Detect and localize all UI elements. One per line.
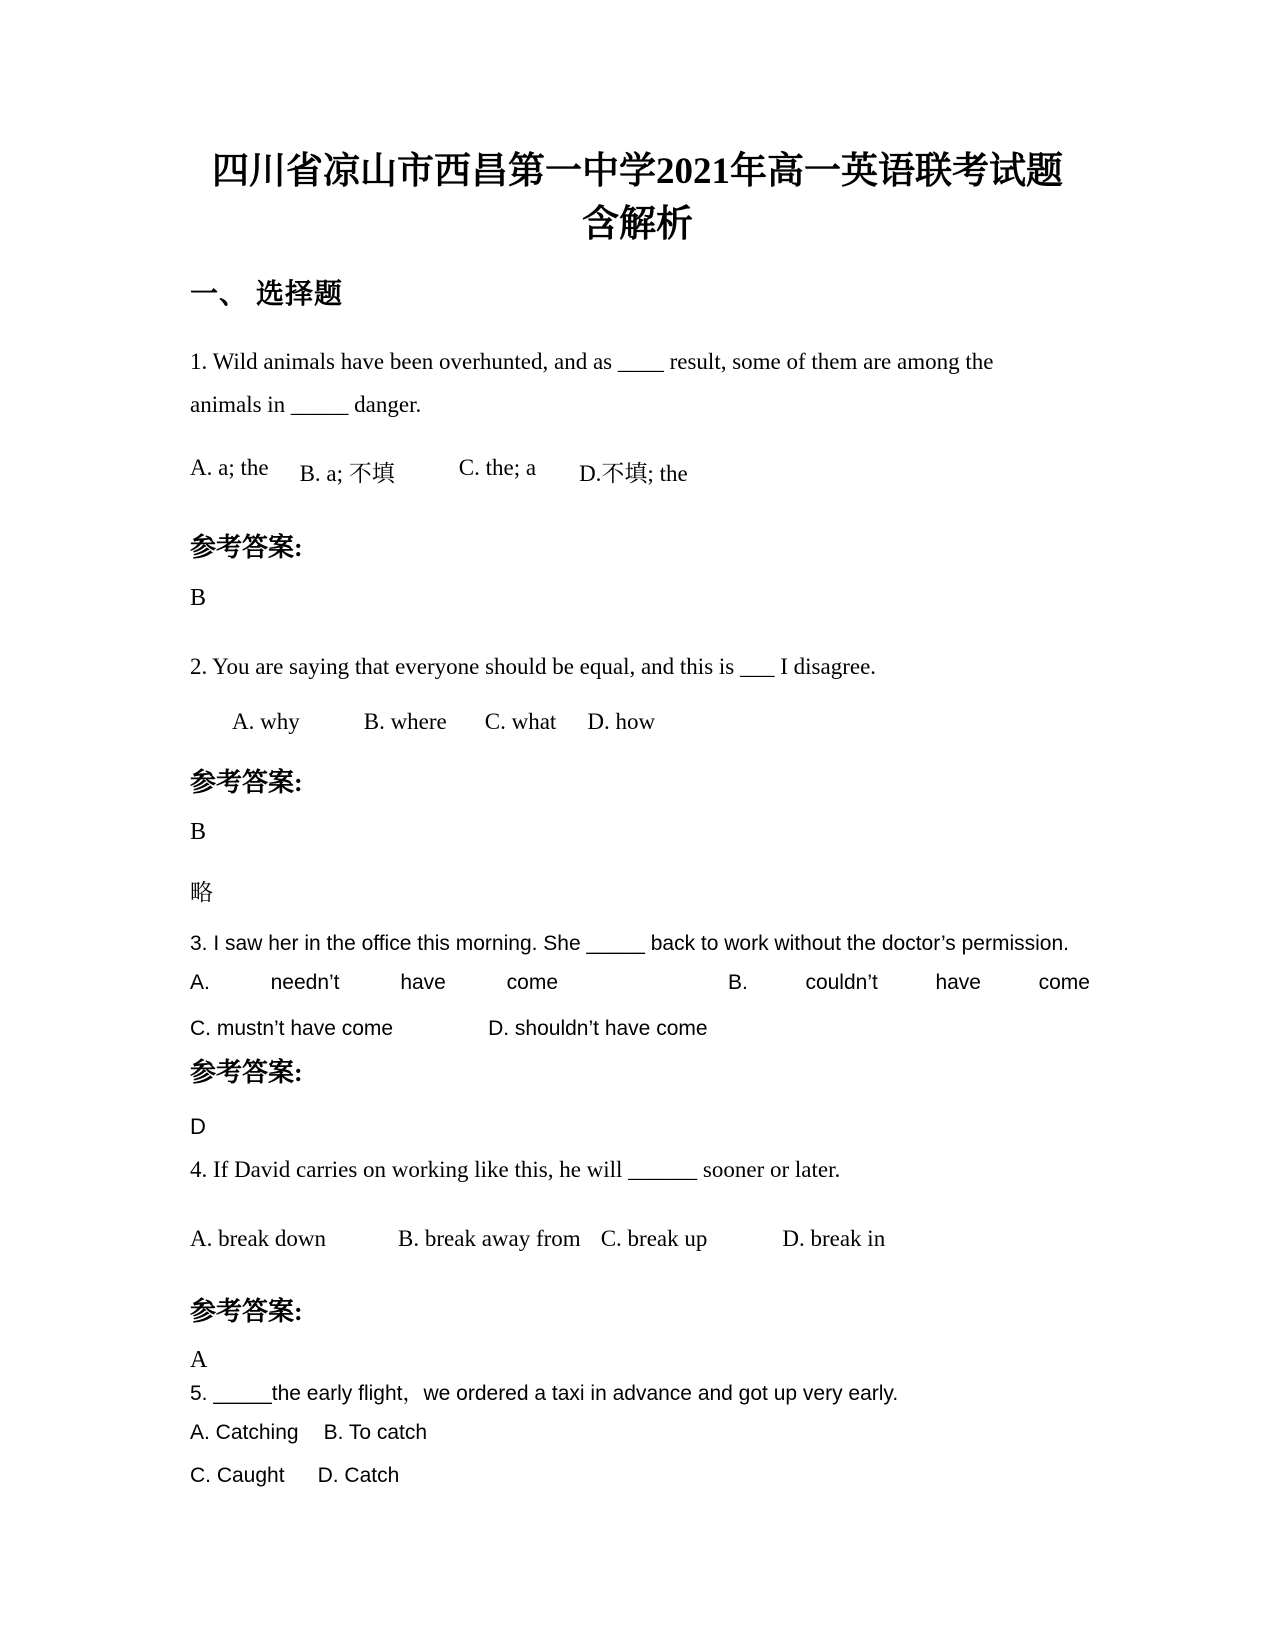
question-2-option-b: B. where [363, 709, 447, 734]
question-3-option-a [190, 971, 558, 995]
question-3-option-c: C. mustn’t have come [190, 1017, 394, 1040]
exam-title-line1: 四川省凉山市西昌第一中学2021年高一英语联考试题 [212, 151, 1063, 192]
question-5-options-row2 [190, 1464, 399, 1488]
option-word: come [1038, 971, 1090, 994]
question-1-option-a: A. a; the [190, 455, 269, 480]
question-2-options [232, 709, 655, 735]
section-heading: 一、 选择题 [190, 279, 344, 310]
question-1-options [190, 455, 688, 488]
question-4-option-a: A. break down [190, 1226, 327, 1251]
question-4-option-d: D. break in [782, 1226, 886, 1251]
answer-label-2: 参考答案: [190, 768, 303, 797]
question-1-option-b: B. a; 不填 [299, 461, 395, 486]
option-word: come [506, 971, 558, 994]
option-word: have [400, 971, 446, 994]
question-3-option-b [728, 971, 1090, 995]
question-5-option-c: C. Caught [190, 1464, 285, 1487]
question-5-option-b: B. To catch [323, 1421, 428, 1444]
question-5-options-row1 [190, 1421, 427, 1445]
question-4-text: 4. If David carries on working like this, he will ______ sooner or later. [190, 1157, 841, 1182]
question-4-option-b: B. break away from [398, 1226, 581, 1251]
question-5-option-a: A. Catching [190, 1421, 299, 1444]
question-4-option-c: C. break up [600, 1226, 708, 1251]
question-1-option-c: C. the; a [458, 455, 537, 480]
option-word: needn’t [270, 971, 340, 994]
question-5-option-d: D. Catch [317, 1464, 400, 1487]
question-1-text: 1. Wild animals have been overhunted, and as ____ result, some of them are among the animals in _____ danger. [190, 349, 994, 417]
question-4-options [190, 1226, 885, 1252]
question-3-options-row1 [190, 971, 1090, 1001]
question-5-text: 5. _____the early flight，we ordered a taxi in advance and got up very early. [190, 1382, 899, 1405]
exam-title-line2: 含解析 [582, 204, 693, 245]
question-1-option-d: D.不填; the [579, 461, 688, 486]
option-word: B. [728, 971, 748, 994]
option-word: couldn’t [805, 971, 878, 994]
question-3-text: 3. I saw her in the office this morning. She _____ back to work without the doctor’s permission. [190, 932, 1069, 955]
question-3-option-d: D. shouldn’t have come [488, 1017, 708, 1040]
option-word: have [935, 971, 981, 994]
question-3-options-row2 [190, 1017, 708, 1041]
answer-label-1: 参考答案: [190, 533, 303, 562]
answer-1: B [190, 585, 207, 611]
question-2-option-a: A. why [232, 709, 300, 734]
question-2-option-d: D. how [587, 709, 656, 734]
answer-2: B [190, 819, 207, 845]
answer-3: D [190, 1114, 206, 1139]
question-2-text: 2. You are saying that everyone should be equal, and this is ___ I disagree. [190, 654, 877, 679]
answer-2-note: 略 [190, 880, 213, 905]
answer-label-4: 参考答案: [190, 1297, 303, 1326]
exam-title [0, 145, 1275, 251]
answer-label-3: 参考答案: [190, 1058, 303, 1087]
option-word: A. [190, 971, 210, 994]
answer-4: A [190, 1347, 208, 1373]
question-2-option-c: C. what [484, 709, 557, 734]
